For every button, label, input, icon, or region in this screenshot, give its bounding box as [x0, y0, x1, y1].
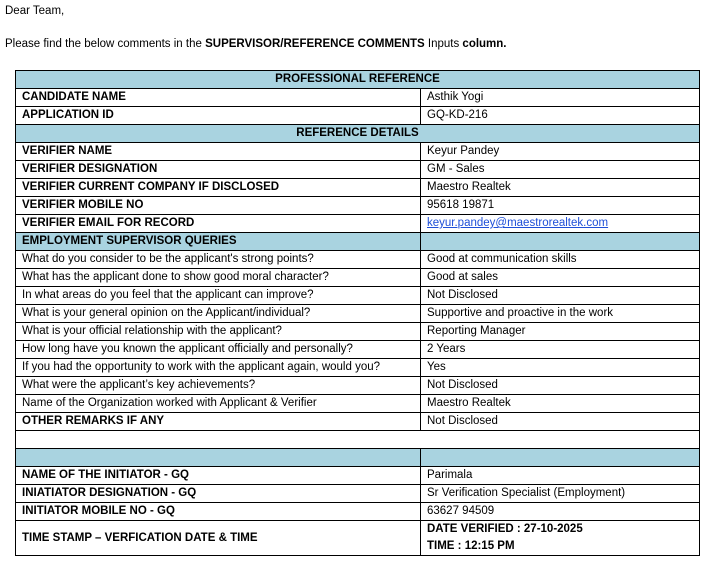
table-row	[16, 161, 700, 179]
verifier-desig-label: VERIFIER DESIGNATION	[16, 161, 421, 179]
separator-cell-left	[16, 449, 421, 467]
table-row	[16, 341, 700, 359]
table-row	[16, 143, 700, 161]
table-title-row	[16, 71, 700, 89]
question-4: What is your general opinion on the Applicant/individual?	[16, 305, 421, 323]
separator-row	[16, 449, 700, 467]
timestamp-value	[421, 521, 700, 556]
answer-3: Not Disclosed	[421, 287, 700, 305]
question-2: What has the applicant done to show good moral character?	[16, 269, 421, 287]
table-row	[16, 179, 700, 197]
remarks-label: OTHER REMARKS IF ANY	[16, 413, 421, 431]
queries-blank	[421, 233, 700, 251]
question-3: In what areas do you feel that the applicant can improve?	[16, 287, 421, 305]
verifier-name-value: Keyur Pandey	[421, 143, 700, 161]
candidate-value: Asthik Yogi	[421, 89, 700, 107]
table-row	[16, 395, 700, 413]
table-row	[16, 197, 700, 215]
intro-bold-2: column.	[462, 38, 507, 50]
appid-label: APPLICATION ID	[16, 107, 421, 125]
date-verified: DATE VERIFIED : 27-10-2025	[427, 523, 583, 535]
question-6: How long have you known the applicant officially and personally?	[16, 341, 421, 359]
table-row	[16, 305, 700, 323]
candidate-label: CANDIDATE NAME	[16, 89, 421, 107]
question-5: What is your official relationship with the applicant?	[16, 323, 421, 341]
table-row	[16, 413, 700, 431]
question-1: What do you consider to be the applicant's strong points?	[16, 251, 421, 269]
question-7: If you had the opportunity to work with the applicant again, would you?	[16, 359, 421, 377]
verifier-name-label: VERIFIER NAME	[16, 143, 421, 161]
intro-text	[5, 38, 507, 50]
table-row	[16, 89, 700, 107]
time-verified: TIME : 12:15 PM	[427, 540, 515, 552]
intro-pre: Please find the below comments in the	[5, 38, 206, 50]
table-row	[16, 215, 700, 233]
table-row	[16, 485, 700, 503]
initiator-name-value: Parimala	[421, 467, 700, 485]
answer-6: 2 Years	[421, 341, 700, 359]
initiator-desig-value: Sr Verification Specialist (Employment)	[421, 485, 700, 503]
table-row	[16, 323, 700, 341]
verifier-company-value: Maestro Realtek	[421, 179, 700, 197]
table-row	[16, 269, 700, 287]
answer-4: Supportive and proactive in the work	[421, 305, 700, 323]
answer-5: Reporting Manager	[421, 323, 700, 341]
appid-value: GQ-KD-216	[421, 107, 700, 125]
verifier-email-link[interactable]: keyur.pandey@maestrorealtek.com	[421, 215, 700, 233]
answer-9: Maestro Realtek	[421, 395, 700, 413]
intro-bold: SUPERVISOR/REFERENCE COMMENTS	[205, 38, 425, 50]
table-row	[16, 377, 700, 395]
ref-details-header: REFERENCE DETAILS	[16, 125, 700, 143]
timestamp-row	[16, 521, 700, 556]
ref-details-row	[16, 125, 700, 143]
queries-label: EMPLOYMENT SUPERVISOR QUERIES	[16, 233, 421, 251]
answer-2: Good at sales	[421, 269, 700, 287]
timestamp-label: TIME STAMP – VERFICATION DATE & TIME	[16, 521, 421, 556]
separator-cell-right	[421, 449, 700, 467]
initiator-mobile-label: INITIATOR MOBILE NO - GQ	[16, 503, 421, 521]
table-row	[16, 251, 700, 269]
verifier-email-label: VERIFIER EMAIL FOR RECORD	[16, 215, 421, 233]
intro-mid: Inputs	[424, 38, 463, 50]
answer-1: Good at communication skills	[421, 251, 700, 269]
queries-row	[16, 233, 700, 251]
remarks-value: Not Disclosed	[421, 413, 700, 431]
initiator-name-label: NAME OF THE INITIATOR - GQ	[16, 467, 421, 485]
answer-8: Not Disclosed	[421, 377, 700, 395]
verifier-mobile-label: VERIFIER MOBILE NO	[16, 197, 421, 215]
table-title: PROFESSIONAL REFERENCE	[16, 71, 700, 89]
verifier-desig-value: GM - Sales	[421, 161, 700, 179]
verifier-mobile-value: 95618 19871	[421, 197, 700, 215]
greeting: Dear Team,	[5, 5, 65, 17]
question-8: What were the applicant’s key achievements?	[16, 377, 421, 395]
reference-table	[15, 70, 700, 556]
question-9: Name of the Organization worked with Applicant & Verifier	[16, 395, 421, 413]
blank-cell	[16, 431, 700, 449]
verifier-company-label: VERIFIER CURRENT COMPANY IF DISCLOSED	[16, 179, 421, 197]
table-row	[16, 359, 700, 377]
answer-7: Yes	[421, 359, 700, 377]
initiator-desig-label: INIATIATOR DESIGNATION - GQ	[16, 485, 421, 503]
table-row	[16, 467, 700, 485]
blank-row	[16, 431, 700, 449]
initiator-mobile-value: 63627 94509	[421, 503, 700, 521]
table-row	[16, 503, 700, 521]
table-row	[16, 287, 700, 305]
table-row	[16, 107, 700, 125]
